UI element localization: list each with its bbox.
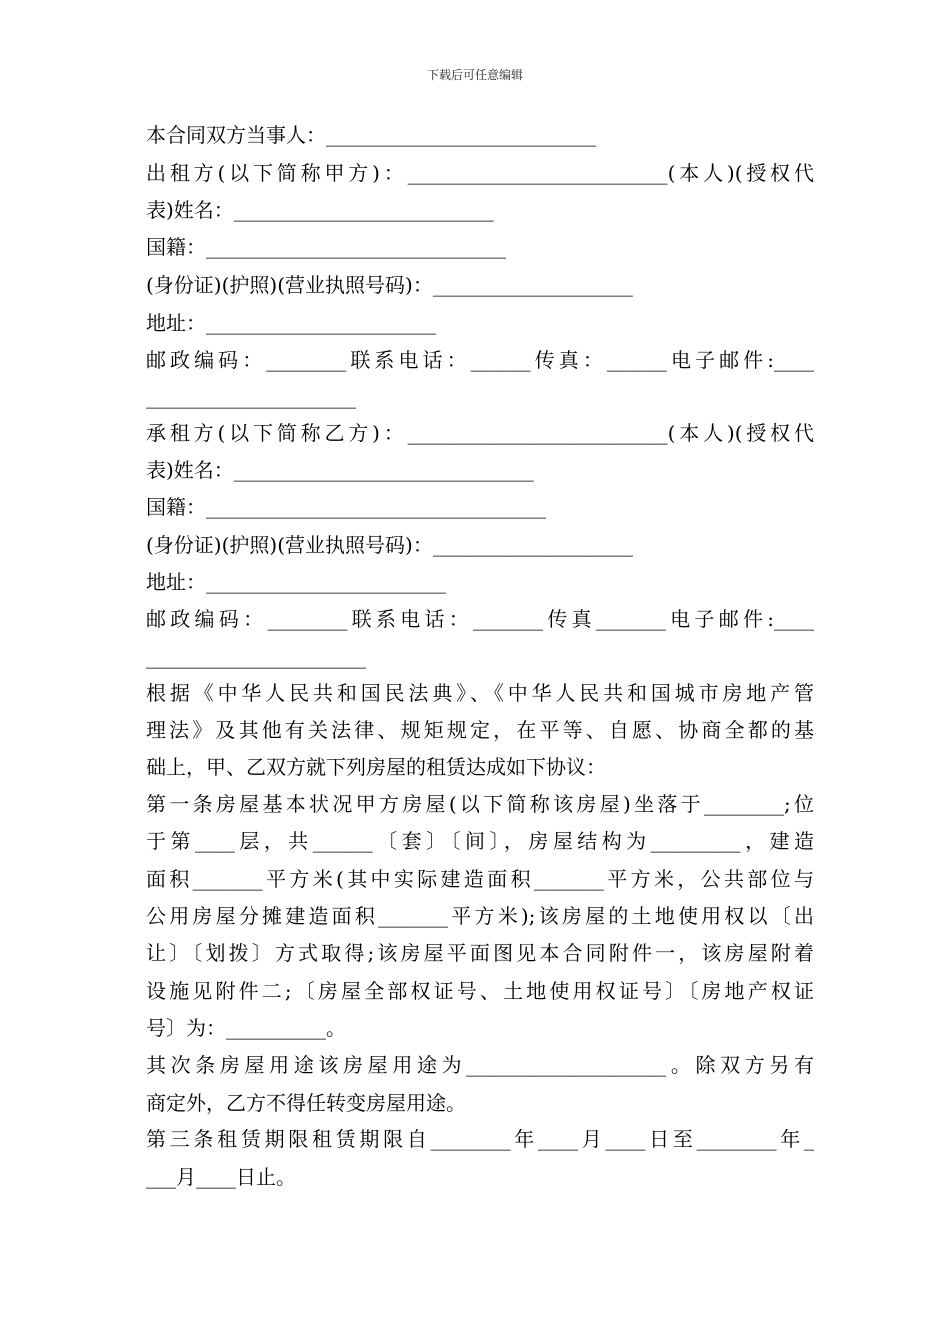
text-line: _____________________ bbox=[146, 385, 356, 409]
text-line: 表)姓名：______________________________ bbox=[146, 458, 534, 482]
text-line: 商定外，乙方不得任转变房屋用途。 bbox=[146, 1091, 466, 1115]
text-line: 让〕〔划拨〕方式取得;该房屋平面图见本合同附件一，该房屋附着 bbox=[146, 941, 814, 965]
text-line: (身份证)(护照)(营业执照号码)：____________________ bbox=[146, 533, 633, 557]
page-header: 下载后可任意编辑 bbox=[426, 68, 523, 82]
text-line: 本合同双方当事人：___________________________ bbox=[146, 123, 596, 147]
text-line: 邮政编码：________联系电话：______传真：______电子邮件:____ bbox=[146, 348, 814, 372]
text-line: 根据《中华人民共和国民法典》、《中华人民共和国城市房地产管 bbox=[146, 681, 814, 705]
text-line: 第三条租赁期限租赁期限自________年____月____日至________年_ bbox=[146, 1127, 814, 1151]
text-line: 号〕为：__________。 bbox=[146, 1016, 346, 1040]
text-line: 邮政编码：________联系电话：_______传真_______电子邮件:____ bbox=[146, 607, 814, 631]
text-line: ___月____日止。 bbox=[146, 1165, 296, 1189]
text-line: 公用房屋分摊建造面积_______平方米);该房屋的土地使用权以〔出 bbox=[146, 904, 814, 928]
text-line: 出租方(以下简称甲方)：__________________________(本人)(授权代 bbox=[146, 161, 814, 185]
text-line: ______________________ bbox=[146, 645, 366, 669]
text-line: 表)姓名：__________________________ bbox=[146, 198, 494, 222]
text-line: 地址：________________________ bbox=[146, 570, 446, 594]
text-line: 地址：_______________________ bbox=[146, 311, 436, 335]
text-line: 国籍：__________________________________ bbox=[146, 495, 546, 519]
text-line: 础上，甲、乙双方就下列房屋的租赁达成如下协议： bbox=[146, 755, 606, 779]
text-line: 理法》及其他有关法律、规矩规定，在平等、自愿、协商全都的基 bbox=[146, 718, 814, 742]
text-line: 第一条房屋基本状况甲方房屋(以下简称该房屋)坐落于________;位 bbox=[146, 792, 814, 816]
text-line: (身份证)(护照)(营业执照号码)：____________________ bbox=[146, 273, 633, 297]
text-line: 承租方(以下简称乙方)：__________________________(本人)(授权代 bbox=[146, 421, 814, 445]
text-line: 国籍：______________________________ bbox=[146, 235, 506, 259]
text-line: 面积_______平方米(其中实际建造面积_______平方米，公共部位与 bbox=[146, 867, 814, 891]
text-line: 于第____层，共______〔套〕〔间〕，房屋结构为_________，建造 bbox=[146, 829, 814, 853]
text-line: 其次条房屋用途该房屋用途为____________________。除双方另有 bbox=[146, 1053, 814, 1077]
text-line: 设施见附件二;〔房屋全部权证号、土地使用权证号〕〔房地产权证 bbox=[146, 979, 814, 1003]
